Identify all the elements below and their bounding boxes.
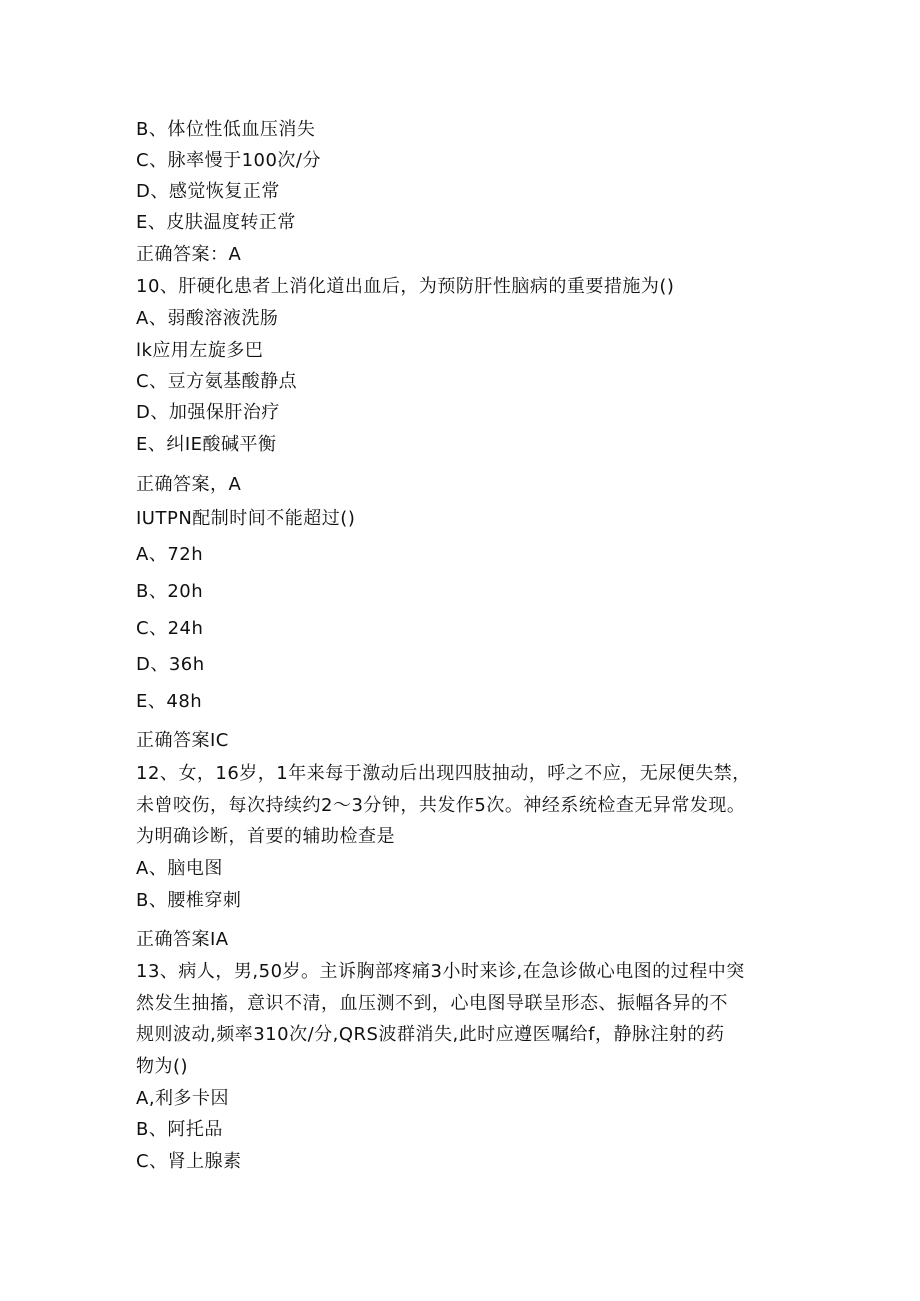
question-10: 10、肝硬化患者上消化道出血后，为预防肝性脑病的重要措施为() [136, 276, 675, 297]
option-a: A、弱酸溶液洗肠 [136, 308, 279, 329]
option-c: C、肾上腺素 [136, 1151, 242, 1172]
option-b: B、腰椎穿刺 [136, 890, 242, 911]
answer-line: 正确答案IC [136, 730, 229, 751]
option-e: E、纠IE酸碱平衡 [136, 434, 277, 455]
option-b: B、20h [136, 581, 204, 602]
question-11: IUTPN配制时间不能超过() [136, 508, 356, 529]
option-d: D、36h [136, 654, 205, 675]
option-a: A、72h [136, 544, 204, 565]
option-d: D、加强保肝治疗 [136, 402, 280, 423]
question-13: 13、病人，男,50岁。主诉胸部疼痛3小时来诊,在急诊做心电图的过程中突 [136, 961, 745, 982]
option-b: B、阿托品 [136, 1119, 223, 1140]
question-12-line-3: 为明确诊断，首要的辅助检查是 [136, 826, 395, 847]
option-a: A,利多卡因 [136, 1088, 230, 1109]
answer-line: 正确答案IA [136, 929, 229, 950]
question-12-line-2: 未曾咬伤，每次持续约2〜3分钟，共发作5次。神经系统检查无异常发现。 [136, 795, 746, 816]
question-13-line-2: 然发生抽搐，意识不清，血压测不到，心电图导联呈形态、振幅各异的不 [136, 993, 728, 1014]
option-b: B、体位性低血压消失 [136, 119, 316, 140]
question-12: 12、女，16岁，1年来每于激动后出现四肢抽动，呼之不应，无尿便失禁， [136, 763, 751, 784]
option-c: C、豆方氨基酸静点 [136, 371, 298, 392]
question-13-line-4: 物为() [136, 1056, 189, 1077]
option-e: E、皮肤温度转正常 [136, 212, 296, 233]
option-c: C、脉率慢于100次/分 [136, 150, 321, 171]
answer-line: 正确答案：A [136, 244, 242, 265]
option-d: D、感觉恢复正常 [136, 181, 280, 202]
question-13-line-3: 规则波动,频率310次/分,QRS波群消失,此时应遵医嘱给f，静脉注射的药 [136, 1024, 725, 1045]
option-e: E、48h [136, 691, 203, 712]
option-c: C、24h [136, 618, 204, 639]
answer-line: 正确答案，A [136, 474, 242, 495]
option-b: lk应用左旋多巴 [136, 340, 264, 361]
option-a: A、脑电图 [136, 858, 223, 879]
